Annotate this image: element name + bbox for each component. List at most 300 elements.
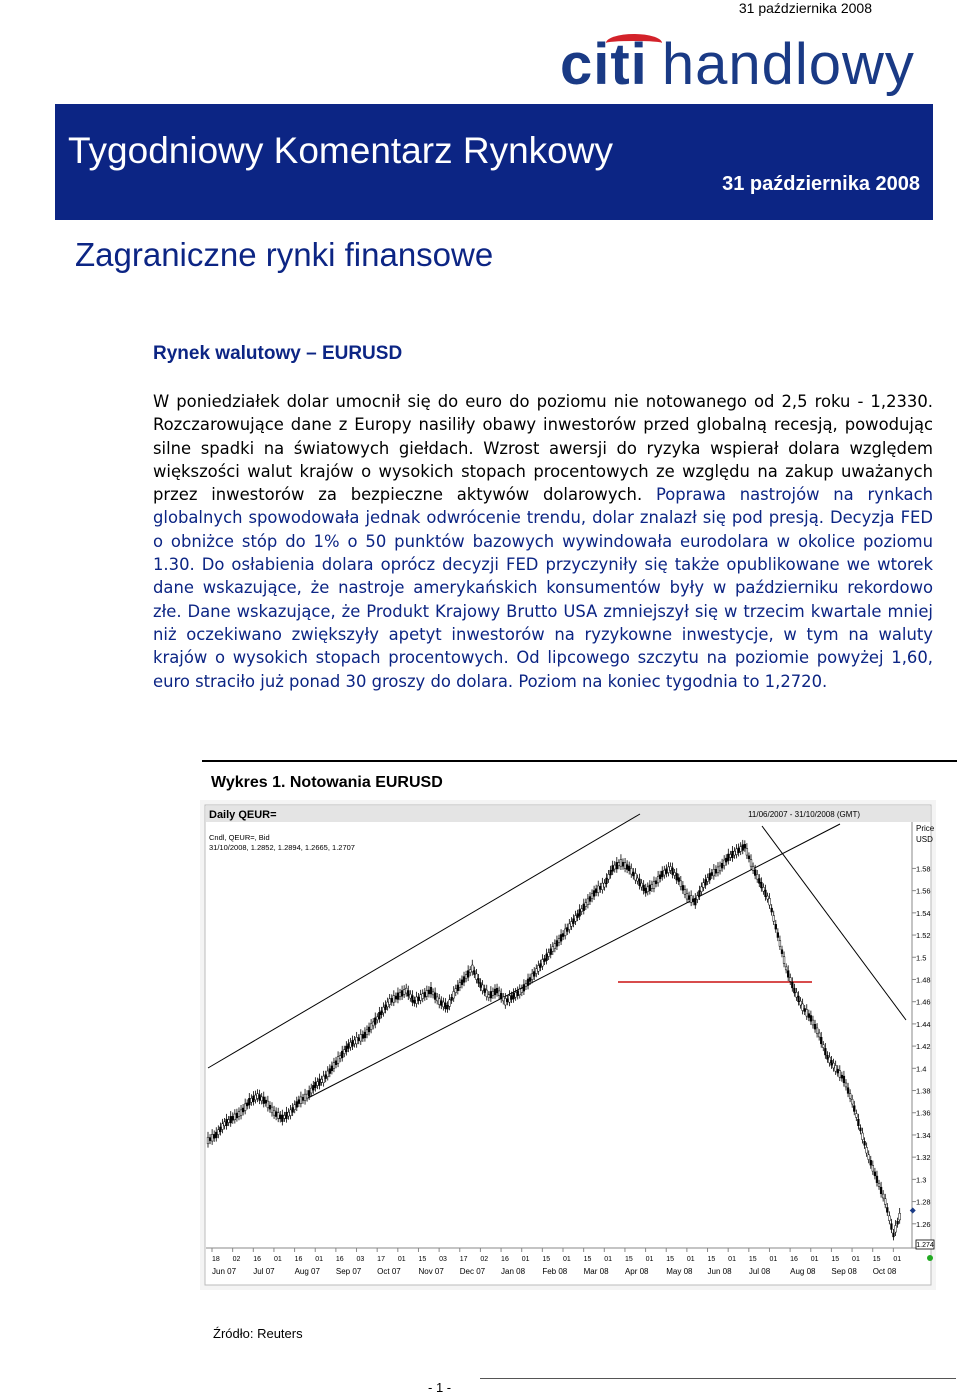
price-candle-body (453, 991, 455, 998)
price-candle-body (593, 891, 595, 897)
price-candle-body (265, 1100, 267, 1103)
price-candle-body (246, 1103, 248, 1106)
price-candle-body (391, 998, 393, 1002)
price-candle-body (703, 883, 705, 888)
price-candle-body (711, 872, 713, 875)
price-candle-body (546, 954, 548, 961)
price-candle-body (506, 999, 508, 1002)
price-candle-body (637, 878, 639, 881)
price-candle-body (550, 949, 552, 955)
price-candle-body (880, 1187, 882, 1194)
y-tick-label: 1.48 (916, 975, 931, 985)
price-candle-body (269, 1105, 271, 1109)
price-candle-body (418, 997, 420, 1001)
price-candle-body (566, 928, 568, 932)
price-candle-body (767, 896, 769, 899)
price-candle-body (857, 1119, 859, 1126)
price-candle-body (775, 924, 777, 929)
price-candle-body (599, 886, 601, 889)
price-candle-body (219, 1127, 221, 1132)
price-candle-body (779, 941, 781, 947)
price-candle-body (783, 957, 785, 964)
y-tick-label: 1.4 (916, 1064, 927, 1074)
price-candle-body (407, 991, 409, 997)
price-candle-body (860, 1128, 862, 1131)
price-candle-body (746, 848, 748, 855)
price-candle-body (312, 1085, 314, 1090)
x-day-label: 03 (356, 1256, 365, 1263)
price-candle-body (428, 990, 430, 994)
price-candle-body (696, 896, 698, 900)
price-candle-body (345, 1046, 347, 1052)
price-candle-body (376, 1017, 378, 1020)
price-candle-body (207, 1137, 209, 1144)
price-candle-body (601, 883, 603, 890)
price-candle-body (564, 929, 566, 936)
price-candle-body (442, 1002, 444, 1007)
price-candle-body (717, 867, 719, 873)
price-candle-body (773, 916, 775, 922)
price-candle-body (412, 996, 414, 1003)
price-candle-body (785, 967, 787, 970)
price-candle-body (560, 935, 562, 942)
price-candle-body (855, 1114, 857, 1118)
price-candle-body (787, 971, 789, 978)
price-candle-body (701, 887, 703, 892)
y-tick-label: 1.44 (916, 1019, 931, 1029)
price-candle-body (436, 997, 438, 1001)
document-title: Tygodniowy Komentarz Rynkowy (68, 130, 613, 171)
price-candle-body (540, 964, 542, 968)
price-candle-body (864, 1141, 866, 1145)
price-candle-body (721, 863, 723, 868)
price-candle-body (812, 1020, 814, 1025)
last-price-tag: 1.274 (916, 1242, 934, 1249)
price-candle-body (769, 898, 771, 905)
price-candle-body (548, 953, 550, 957)
document-date: 31 października 2008 (722, 173, 920, 195)
price-candle-body (771, 908, 773, 912)
price-candle-body (822, 1045, 824, 1048)
price-candle-body (300, 1097, 302, 1104)
x-day-label: 01 (893, 1256, 902, 1263)
price-candle-body (713, 869, 715, 876)
price-candle-body (333, 1063, 335, 1069)
price-candle-body (238, 1112, 240, 1117)
price-candle-body (459, 983, 461, 988)
price-candle-body (339, 1056, 341, 1059)
price-candle-body (891, 1224, 893, 1230)
price-candle-body (802, 1004, 804, 1011)
price-candle-body (337, 1057, 339, 1064)
price-candle-body (343, 1050, 345, 1054)
price-candle-body (663, 870, 665, 875)
x-month-label: Jun 07 (212, 1267, 237, 1276)
price-candle-body (422, 994, 424, 999)
x-day-label: 15 (748, 1256, 757, 1263)
price-candle-body (537, 966, 539, 972)
price-candle-body (476, 974, 478, 980)
price-candle-body (808, 1014, 810, 1018)
price-candle-body (502, 997, 504, 1001)
price-candle-body (500, 993, 502, 999)
price-candle-body (884, 1199, 886, 1205)
price-candle-body (494, 989, 496, 995)
paragraph-part4: Do osłabienia dolara oprócz decyzji FED przyczyniły się także opublikowane we wtorek dane wskazujące, że nastroje amerykańskich konsumentów były w październiku rekordowo złe. Dane wskazujące, że Produkt Krajowy Brutto USA zmniejszył się w trzecim kwartale mniej niż oczekiwano zwiększyły apetyt inwestorów na ryzykowne inwestycje, w tym na waluty krajów o wysokich stopach procentowych. Od lipcowego szczytu na poziomie powyżej 1,60, euro straciło już ponad 30 groszy do dolara. Poziom na koniec tygodnia to 1,2720. (153, 555, 933, 691)
price-candle-body (389, 999, 391, 1005)
price-candle-body (224, 1122, 226, 1126)
price-candle-body (655, 881, 657, 884)
price-candle-body (531, 974, 533, 980)
price-candle-body (670, 866, 672, 870)
x-day-label: 17 (459, 1256, 468, 1263)
price-candle-body (853, 1106, 855, 1112)
price-candle-body (758, 879, 760, 884)
price-candle-body (261, 1097, 263, 1101)
price-candle-body (674, 872, 676, 875)
x-month-label: Jan 08 (501, 1267, 526, 1276)
price-candle-body (525, 984, 527, 987)
price-candle-body (352, 1040, 354, 1046)
price-candle-body (286, 1112, 288, 1119)
price-candle-body (348, 1044, 350, 1049)
price-candle-body (480, 983, 482, 988)
price-candle-body (457, 985, 459, 991)
price-candle-body (288, 1112, 290, 1116)
price-candle-body (490, 991, 492, 998)
price-candle-body (255, 1095, 257, 1100)
price-candle-body (606, 878, 608, 884)
price-candle-body (513, 993, 515, 999)
price-candle-body (634, 873, 636, 880)
price-candle-body (362, 1034, 364, 1038)
price-candle-body (242, 1108, 244, 1112)
price-candle-body (752, 866, 754, 870)
price-candle-body (290, 1110, 292, 1116)
price-candle-body (641, 883, 643, 887)
x-day-label: 17 (377, 1256, 385, 1263)
x-day-label: 16 (335, 1256, 344, 1263)
price-candle-body (868, 1155, 870, 1160)
price-candle-body (325, 1075, 327, 1079)
price-candle-body (793, 988, 795, 993)
price-candle-body (665, 869, 667, 874)
x-day-label: 16 (790, 1256, 798, 1263)
price-candle-body (317, 1082, 319, 1086)
x-day-label: 01 (686, 1256, 695, 1263)
price-candle-body (368, 1027, 370, 1032)
price-candle-body (765, 890, 767, 897)
price-candle-body (378, 1012, 380, 1019)
x-day-label: 01 (273, 1256, 282, 1263)
price-candle-body (893, 1233, 895, 1237)
price-candle-body (876, 1176, 878, 1183)
price-candle-body (680, 881, 682, 887)
x-day-label: 01 (852, 1256, 860, 1263)
price-candle-body (688, 896, 690, 900)
x-day-label: 01 (728, 1256, 736, 1263)
price-candle-body (397, 993, 399, 1000)
price-candle-body (372, 1022, 374, 1026)
price-candle-body (354, 1040, 356, 1044)
price-candle-body (445, 1003, 447, 1009)
x-month-label: Oct 08 (872, 1267, 897, 1276)
x-month-label: Oct 07 (377, 1267, 401, 1276)
price-candle-body (781, 950, 783, 954)
price-candle-body (820, 1037, 822, 1044)
price-candle-body (628, 866, 630, 871)
chart-info-line-2: 31/10/2008, 1.2852, 1.2894, 1.2665, 1.2707 (209, 843, 355, 852)
price-candle-body (257, 1094, 259, 1099)
price-candle-body (610, 870, 612, 875)
price-candle-body (554, 944, 556, 949)
price-candle-body (622, 862, 624, 866)
price-candle-body (833, 1063, 835, 1068)
y-tick-label: 1.36 (916, 1108, 931, 1118)
price-candle-body (738, 848, 740, 853)
price-candle-body (517, 991, 519, 996)
x-day-label: 18 (212, 1256, 220, 1263)
price-candle-body (626, 865, 628, 870)
price-candle-body (742, 845, 744, 851)
x-month-label: Feb 08 (542, 1267, 568, 1276)
price-candle-body (426, 991, 428, 997)
price-candle-body (250, 1098, 252, 1102)
eurusd-chart (200, 800, 936, 1290)
x-month-label: Aug 07 (294, 1267, 320, 1276)
price-candle-body (612, 866, 614, 872)
price-candle-body (750, 860, 752, 867)
price-candle-body (657, 876, 659, 883)
price-candle-body (736, 849, 738, 855)
price-candle-body (374, 1018, 376, 1025)
price-candle-body (814, 1024, 816, 1029)
chart-caption: Wykres 1. Notowania EURUSD (211, 774, 443, 791)
x-day-label: 15 (418, 1256, 427, 1263)
price-candle-body (473, 971, 475, 975)
price-candle-body (800, 1001, 802, 1005)
price-candle-body (447, 1005, 449, 1009)
x-month-label: Jul 07 (253, 1267, 275, 1276)
price-candle-body (366, 1030, 368, 1035)
price-candle-body (273, 1110, 275, 1115)
price-candle-body (329, 1069, 331, 1074)
x-day-label: 03 (439, 1256, 447, 1263)
x-month-label: Jul 08 (748, 1267, 771, 1276)
price-candle-body (298, 1100, 300, 1104)
price-candle-body (872, 1165, 874, 1171)
price-candle-body (882, 1194, 884, 1198)
price-candle-body (420, 995, 422, 1001)
price-candle-body (847, 1088, 849, 1094)
y-tick-label: 1.5 (916, 953, 927, 963)
price-candle-body (321, 1079, 323, 1082)
price-candle-body (831, 1060, 833, 1065)
price-candle-body (360, 1034, 362, 1041)
x-day-label: 01 (397, 1256, 406, 1263)
logo-handlowy: handlowy (661, 32, 915, 97)
price-candle-body (488, 995, 490, 998)
y-tick-label: 1.58 (916, 864, 931, 874)
price-candle-body (535, 969, 537, 974)
price-candle-body (897, 1221, 899, 1224)
price-candle-body (729, 854, 731, 857)
price-candle-body (777, 933, 779, 938)
price-candle-body (271, 1107, 273, 1113)
price-candle-body (314, 1082, 316, 1088)
x-day-label: 01 (521, 1256, 530, 1263)
y-tick-label: 1.46 (916, 997, 931, 1007)
price-candle-body (263, 1097, 265, 1104)
x-day-label: 15 (624, 1256, 633, 1263)
price-candle-body (438, 999, 440, 1005)
price-candle-body (789, 978, 791, 982)
price-candle-body (232, 1116, 234, 1120)
price-candle-body (222, 1124, 224, 1130)
price-candle-body (542, 960, 544, 967)
page-number: - 1 - (428, 1380, 452, 1395)
x-day-label: 01 (604, 1256, 613, 1263)
x-day-label: 01 (645, 1256, 654, 1263)
price-candle-body (482, 985, 484, 991)
price-candle-body (827, 1055, 829, 1059)
price-candle-body (862, 1133, 864, 1140)
price-candle-body (630, 868, 632, 874)
price-candle-body (383, 1007, 385, 1013)
price-candle-body (449, 1000, 451, 1007)
price-candle-body (511, 996, 513, 1000)
price-candle-body (668, 867, 670, 873)
price-candle-body (760, 882, 762, 888)
price-candle-body (310, 1088, 312, 1093)
price-candle-body (358, 1038, 360, 1041)
price-candle-body (465, 975, 467, 979)
paragraph-part3: Decyzja FED o obniżce stóp do 1% o 50 punktów bazowych wywindowała eurodolara w okolice poziomu 1.30. (153, 508, 933, 575)
price-candle-body (509, 996, 511, 1003)
price-candle-body (597, 886, 599, 893)
price-candle-body (430, 987, 432, 994)
x-day-label: 15 (666, 1256, 675, 1263)
price-candle-body (672, 868, 674, 875)
price-candle-body (740, 847, 742, 852)
citi-arc-icon (606, 34, 662, 52)
citi-handlowy-logo (560, 30, 915, 100)
price-unit-label: USD (916, 835, 933, 844)
price-candle-body (583, 904, 585, 911)
x-month-label: Sep 07 (335, 1267, 362, 1276)
price-candle-body (267, 1101, 269, 1108)
price-candle-body (684, 890, 686, 895)
price-candle-body (209, 1138, 211, 1141)
price-candle-body (393, 996, 395, 1003)
price-candle-body (519, 989, 521, 995)
price-candle-body (837, 1069, 839, 1073)
price-candle-body (796, 992, 798, 997)
price-candle-body (253, 1096, 255, 1102)
price-candle-body (440, 1001, 442, 1006)
price-candle-body (558, 939, 560, 943)
price-candle-body (841, 1075, 843, 1078)
x-day-label: 15 (872, 1256, 881, 1263)
price-candle-body (463, 977, 465, 983)
price-candle-body (228, 1120, 230, 1123)
x-day-label: 16 (501, 1256, 509, 1263)
price-candle-body (732, 851, 734, 858)
price-candle-body (639, 879, 641, 886)
price-candle-body (653, 882, 655, 889)
y-tick-label: 1.34 (916, 1130, 931, 1140)
chart-top-rule (202, 760, 957, 762)
price-candle-body (577, 914, 579, 918)
price-candle-body (573, 919, 575, 924)
price-candle-body (851, 1099, 853, 1104)
price-candle-body (845, 1083, 847, 1087)
price-candle-body (248, 1098, 250, 1105)
price-candle-body (719, 866, 721, 871)
x-month-label: Jun 08 (707, 1267, 732, 1276)
price-candle-body (570, 922, 572, 927)
chart-frame (205, 805, 931, 1285)
price-candle-body (806, 1009, 808, 1016)
price-candle-body (692, 899, 694, 902)
top-date: 31 października 2008 (738, 0, 872, 16)
price-candle-body (416, 997, 418, 1004)
price-candle-body (432, 992, 434, 995)
price-candle-body (804, 1009, 806, 1012)
price-candle-body (705, 879, 707, 885)
price-candle-body (618, 863, 620, 866)
price-candle-body (277, 1113, 279, 1119)
price-candle-body (498, 991, 500, 996)
price-candle-body (279, 1115, 281, 1119)
price-candle-body (381, 1011, 383, 1015)
price-candle-body (385, 1005, 387, 1010)
price-candle-body (686, 893, 688, 899)
price-candle-body (798, 996, 800, 1002)
price-candle-body (810, 1015, 812, 1021)
x-month-label: Apr 08 (624, 1267, 649, 1276)
price-candle-body (504, 998, 506, 1005)
price-candle-body (434, 993, 436, 1000)
price-candle-body (236, 1113, 238, 1118)
price-candle-body (527, 979, 529, 986)
price-candle-body (632, 872, 634, 876)
price-candle-body (461, 980, 463, 985)
price-candle-body (707, 878, 709, 882)
chart-title: Daily QEUR= (209, 809, 277, 821)
price-candle-body (824, 1048, 826, 1055)
price-candle-body (624, 863, 626, 869)
x-day-label: 02 (480, 1256, 489, 1263)
price-candle-body (240, 1110, 242, 1116)
price-candle-body (727, 854, 729, 861)
price-candle-body (327, 1071, 329, 1077)
price-candle-body (899, 1213, 901, 1220)
price-candle-body (283, 1115, 285, 1118)
price-candle-body (341, 1051, 343, 1058)
price-candle-body (659, 875, 661, 879)
price-candle-body (829, 1057, 831, 1063)
price-candle-body (323, 1076, 325, 1083)
price-candle-body (319, 1079, 321, 1086)
price-candle-body (591, 894, 593, 899)
chart-info-line-1: Cndl, QEUR=, Bid (209, 833, 270, 842)
price-candle-body (409, 994, 411, 998)
price-candle-body (595, 889, 597, 893)
x-month-label: Dec 07 (459, 1267, 486, 1276)
price-candle-body (661, 871, 663, 877)
price-candle-body (734, 851, 736, 855)
